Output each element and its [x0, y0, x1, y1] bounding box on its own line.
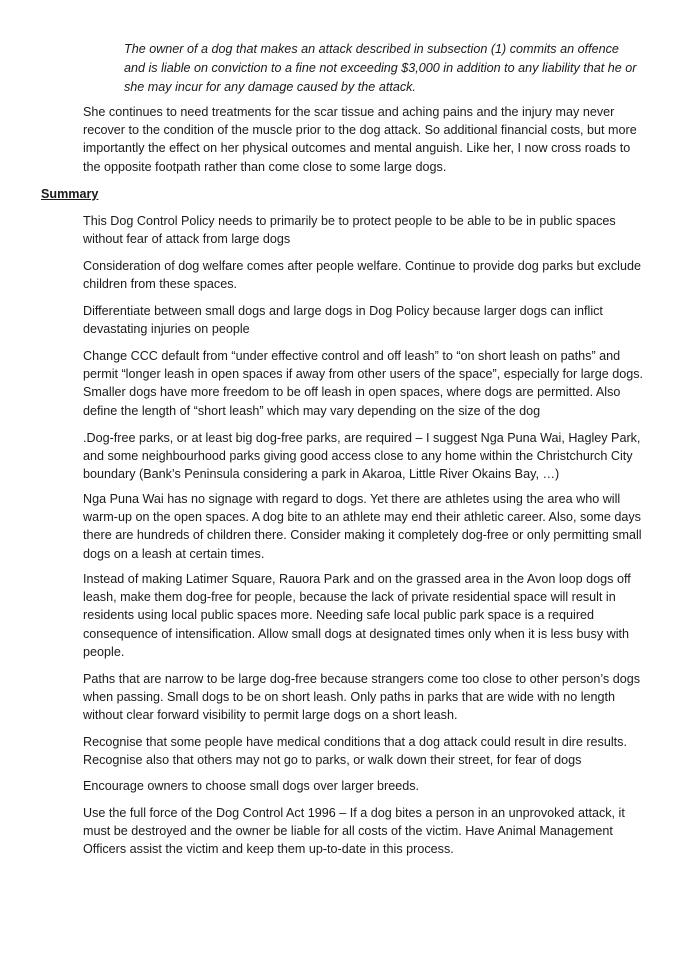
legal-quote: The owner of a dog that makes an attack described in subsection (1) commits an offence and is liable on conviction to a fine not exceeding $3,000 in addition to any liability that he or she may incur for any damage caused by the attack. [124, 42, 637, 94]
intro-paragraph: She continues to need treatments for the scar tissue and aching pains and the injury may never recover to the condition of the muscle prior to the dog attack. So additional financial costs, but more importantly the effect on her physical outcomes and mental anguish. Like her, I now cross roads to the opposite footpath rather than come close to some large dogs. [83, 105, 637, 174]
summary-paragraph-2: Consideration of dog welfare comes after people welfare. Continue to provide dog parks but exclude children from these spaces. [83, 259, 641, 292]
summary-paragraph-10: Encourage owners to choose small dogs over larger breeds. [83, 779, 420, 793]
summary-paragraph-7: Instead of making Latimer Square, Rauora Park and on the grassed area in the Avon loop dogs off leash, make them dog-free for people, because the lack of private residential space will result in residents using local public spaces more. Needing safe local public park space is a required consequence of intensification. Allow small dogs at designated times only when it is less busy with people. [83, 572, 631, 659]
summary-paragraph-5: .Dog-free parks, or at least big dog-free parks, are required – I suggest Nga Puna Wai, Hagley Park, and some neighbourhood parks giving good access close to any home within the Christchurch City boundary (Bank’s Peninsula considering a park in Akaroa, Little River Okains Bay, …) [83, 431, 641, 482]
summary-paragraph-4: Change CCC default from “under effective control and off leash” to “on short leash on paths” and permit “longer leash in open spaces if away from other users of the space”, especially for large dogs. Smaller dogs have more freedom to be off leash in open spaces, where dogs are permitted. Also define the length of “short leash” which may vary depending on the size of the dog [83, 349, 644, 418]
summary-heading: Summary [41, 187, 99, 201]
summary-paragraph-1: This Dog Control Policy needs to primarily be to protect people to be able to be in public spaces without fear of attack from large dogs [83, 214, 616, 247]
summary-paragraph-3: Differentiate between small dogs and large dogs in Dog Policy because larger dogs can inflict devastating injuries on people [83, 304, 603, 337]
summary-paragraph-6: Nga Puna Wai has no signage with regard to dogs. Yet there are athletes using the area who will warm-up on the open spaces. A dog bite to an athlete may end their athletic career. Also, some days there are hundreds of children there. Consider making it completely dog-free or only permitting small dogs on a leash at certain times. [83, 492, 642, 561]
summary-paragraph-11: Use the full force of the Dog Control Act 1996 – If a dog bites a person in an unprovoked attack, it must be destroyed and the owner be liable for all costs of the victim. Have Animal Management Officers assist the victim and keep them up-to-date in this process. [83, 806, 625, 857]
summary-paragraph-9: Recognise that some people have medical conditions that a dog attack could result in dire results. Recognise also that others may not go to parks, or walk down their street, for fear of dogs [83, 735, 627, 768]
summary-paragraph-8: Paths that are narrow to be large dog-free because strangers come too close to other person’s dogs when passing. Small dogs to be on short leash. Only paths in parks that are wide with no length without clear forward visibility to permit large dogs on a short leash. [83, 672, 641, 723]
